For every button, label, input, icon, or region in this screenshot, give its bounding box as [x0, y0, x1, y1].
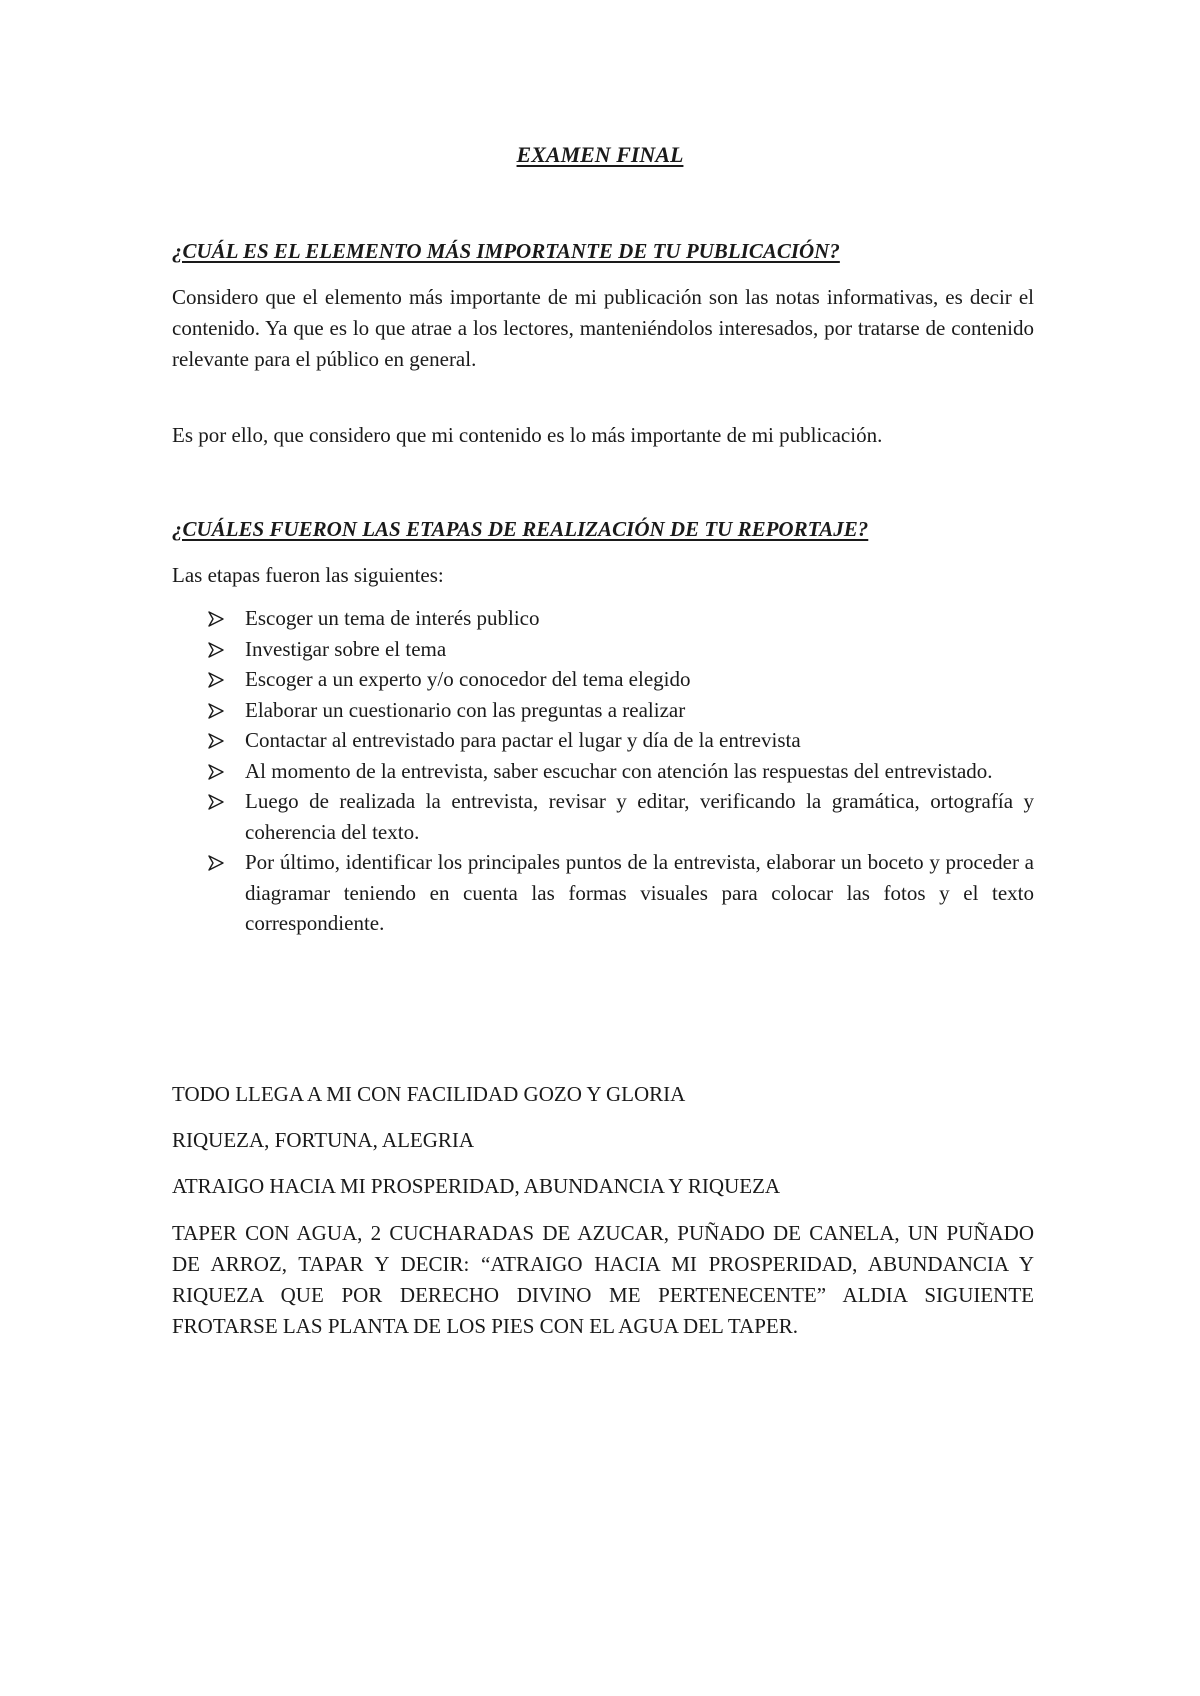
arrowhead-bullet-icon	[208, 642, 224, 658]
step-text: Elaborar un cuestionario con las preguntas a realizar	[245, 697, 686, 722]
step-text: Por último, identificar los principales puntos de la entrevista, elaborar un boceto y proceder a diagramar teniendo en cuenta las formas visuales para colocar las fotos y el texto correspondiente.	[245, 850, 1034, 935]
step-text: Investigar sobre el tema	[245, 636, 447, 661]
note-line-2: RIQUEZA, FORTUNA, ALEGRIA	[172, 1128, 475, 1152]
section1-heading: ¿CUÁL ES EL ELEMENTO MÁS IMPORTANTE DE TU PUBLICACIÓN?	[172, 239, 840, 263]
step-text: Al momento de la entrevista, saber escuchar con atención las respuestas del entrevistado.	[245, 758, 993, 783]
step-text: Escoger a un experto y/o conocedor del tema elegido	[245, 667, 691, 691]
step-text: Contactar al entrevistado para pactar el lugar y día de la entrevista	[245, 728, 801, 752]
list-item	[172, 847, 1034, 939]
arrowhead-bullet-icon	[208, 733, 224, 749]
arrowhead-bullet-icon	[208, 672, 224, 688]
step-text: Escoger un tema de interés publico	[245, 606, 540, 630]
list-item	[172, 603, 1034, 634]
list-item	[172, 786, 1034, 847]
step-text: Luego de realizada la entrevista, revisar y editar, verificando la gramática, ortografía y coherencia del texto.	[245, 789, 1034, 844]
list-item	[172, 634, 1034, 665]
note-line-1: TODO LLEGA A MI CON FACILIDAD GOZO Y GLORIA	[172, 1082, 686, 1106]
section2-intro: Las etapas fueron las siguientes:	[172, 563, 444, 587]
note-line-3: ATRAIGO HACIA MI PROSPERIDAD, ABUNDANCIA Y RIQUEZA	[172, 1174, 781, 1198]
steps-list	[172, 603, 1034, 939]
section1-paragraph-1: Considero que el elemento más importante de mi publicación son las notas informativas, es decir el contenido. Ya que es lo que atrae a los lectores, manteniéndolos interesados, por tratarse de contenido relevante para el público en general.	[172, 285, 1034, 371]
document-title: EXAMEN FINAL	[516, 142, 684, 167]
section2-heading: ¿CUÁLES FUERON LAS ETAPAS DE REALIZACIÓN DE TU REPORTAJE?	[172, 517, 869, 541]
list-item	[172, 725, 1034, 756]
list-item	[172, 664, 1034, 695]
arrowhead-bullet-icon	[208, 703, 224, 719]
list-item	[172, 756, 1034, 787]
section1-paragraph-2: Es por ello, que considero que mi contenido es lo más importante de mi publicación.	[172, 423, 883, 447]
arrowhead-bullet-icon	[208, 794, 224, 810]
arrowhead-bullet-icon	[208, 611, 224, 627]
arrowhead-bullet-icon	[208, 855, 224, 871]
list-item	[172, 695, 1034, 726]
note-line-4: TAPER CON AGUA, 2 CUCHARADAS DE AZUCAR, PUÑADO DE CANELA, UN PUÑADO DE ARROZ, TAPAR Y DECIR: “ATRAIGO HACIA MI PROSPERIDAD, ABUNDANCIA Y RIQUEZA QUE POR DERECHO DIVINO ME PERTENECENTE” ALDIA SIGUIENTE FROTARSE LAS PLANTA DE LOS PIES CON EL AGUA DEL TAPER.	[172, 1221, 1034, 1338]
arrowhead-bullet-icon	[208, 764, 224, 780]
